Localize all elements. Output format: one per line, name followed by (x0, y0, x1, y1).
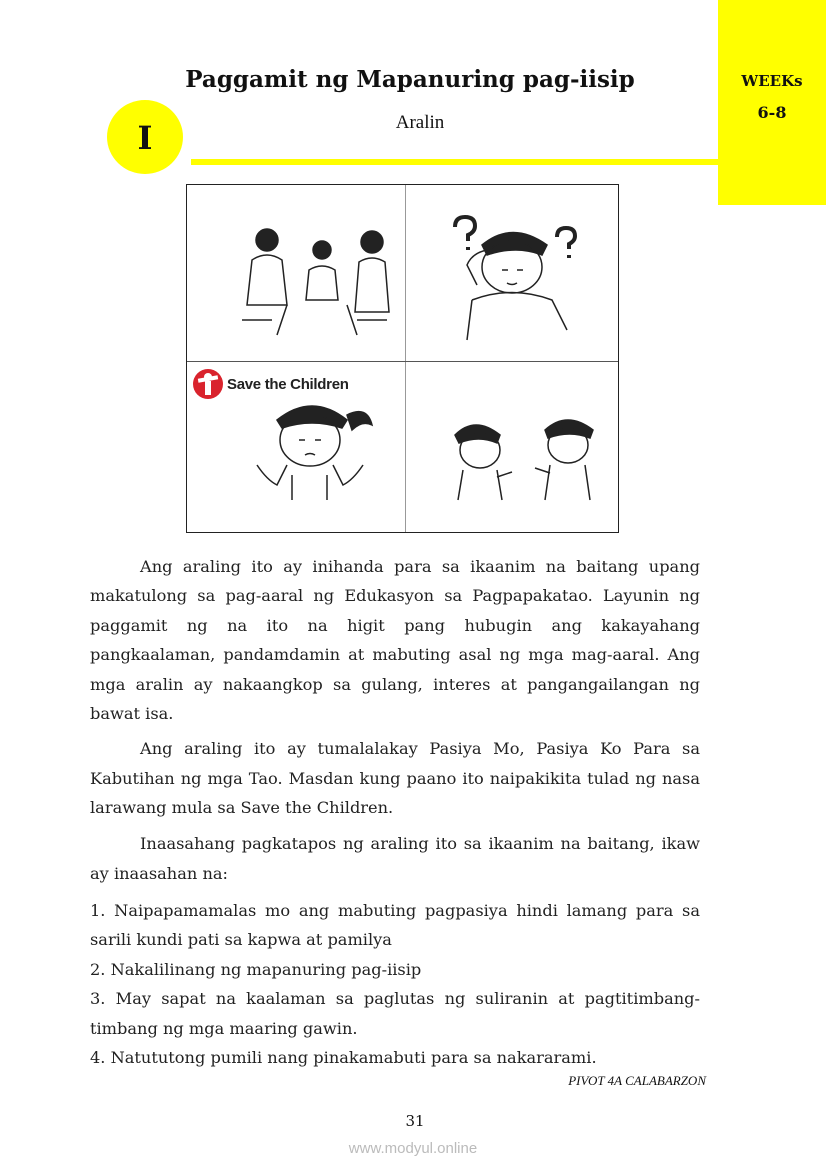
logo-text: Save the Children (227, 375, 349, 393)
grid-divider-vertical (405, 185, 406, 532)
body-line: larawang mula sa Save the Children. (90, 798, 394, 817)
body-line: Kabutihan ng mga Tao. Masdan kung paano ito naipakikita tulad ng nasa (90, 769, 700, 788)
body-line: timbang ng mga maaring gawin. (90, 1019, 358, 1038)
shrugging-girl-illustration (247, 395, 377, 510)
page-subtitle: Aralin (395, 112, 445, 133)
body-line: sarili kundi pati sa kapwa at pamilya (90, 930, 392, 949)
confused-boy-illustration (447, 215, 577, 345)
body-line: paggamit ng na ito na higit pang hubugin ang kakayahang (90, 616, 700, 635)
body-line: Ang araling ito ay inihanda para sa ikaanim na baitang upang (140, 557, 700, 576)
body-line: bawat isa. (90, 704, 174, 723)
source-credit: PIVOT 4A CALABARZON (568, 1073, 706, 1088)
logo-icon (193, 369, 223, 399)
yellow-divider (191, 159, 718, 165)
grid-divider-horizontal (187, 361, 618, 362)
body-line: pangkaalaman, pandamdamin at mabuting asal ng mga mag-aaral. Ang (90, 645, 700, 664)
body-line: 2. Nakalilinang ng mapanuring pag-iisip (90, 960, 422, 979)
watermark: www.modyul.online (348, 1140, 478, 1157)
question-mark-icon (557, 228, 575, 258)
weeks-tab (718, 0, 826, 205)
page-number: 31 (405, 1112, 425, 1130)
page-title: Paggamit ng Mapanuring pag-iisip (185, 66, 635, 93)
body-line: 1. Naipapamamalas mo ang mabuting pagpasiya hindi lamang para sa (90, 901, 700, 920)
weeks-range: 6-8 (757, 103, 787, 122)
weeks-label: WEEKs (741, 72, 803, 90)
family-discussion-illustration (237, 220, 397, 340)
two-children-talking-illustration (445, 415, 605, 505)
body-line: Ang araling ito ay tumalalakay Pasiya Mo, Pasiya Ko Para sa (140, 739, 700, 758)
section-marker: I (107, 100, 183, 174)
question-mark-icon (455, 217, 475, 250)
illustration-grid (186, 184, 619, 533)
body-line: 4. Natututong pumili nang pinakamabuti para sa nakararami. (90, 1048, 597, 1067)
body-line: 3. May sapat na kaalaman sa paglutas ng suliranin at pagtitimbang- (90, 989, 700, 1008)
body-line: mga aralin ay nakaangkop sa gulang, interes at pangangailangan ng (90, 675, 700, 694)
body-line: Inaasahang pagkatapos ng araling ito sa ikaanim na baitang, ikaw (140, 834, 700, 853)
body-line: makatulong sa pag-aaral ng Edukasyon sa Pagpapakatao. Layunin ng (90, 586, 700, 605)
body-line: ay inaasahan na: (90, 864, 228, 883)
